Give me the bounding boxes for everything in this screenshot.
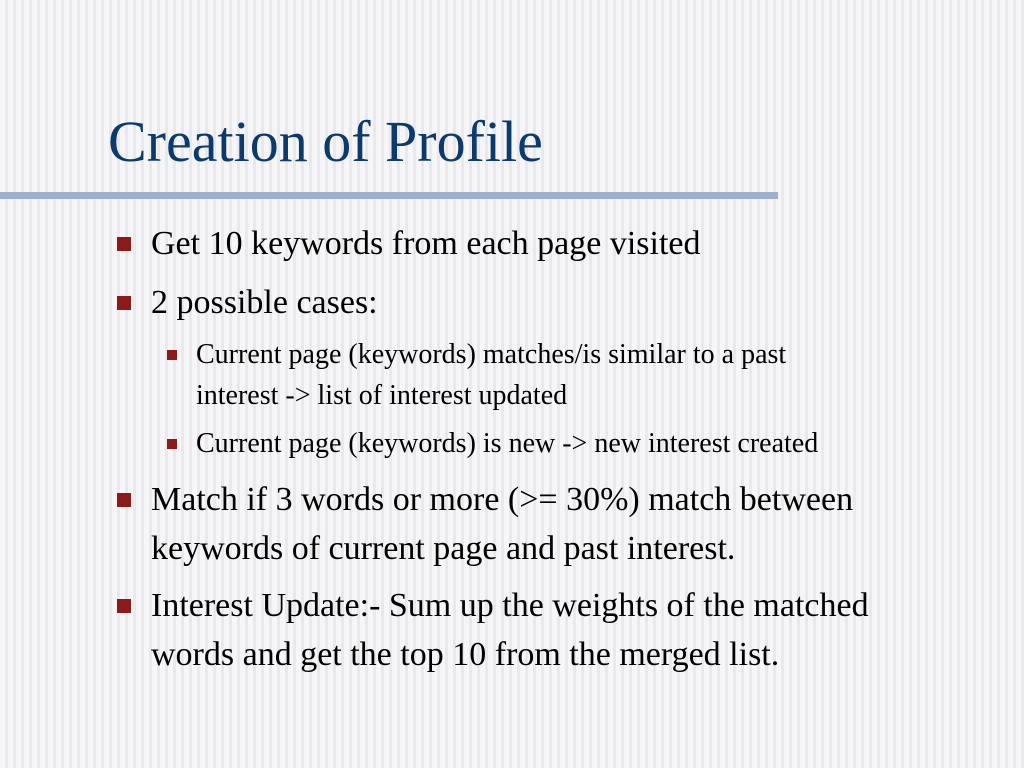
square-bullet-icon: [117, 237, 131, 251]
sub-bullet-item: [196, 334, 786, 416]
sub-bullet-item: [196, 423, 818, 464]
sub-bullet-text-line: Current page (keywords) matches/is similar to a past: [196, 339, 787, 370]
bullet-text: 2 possible cases:: [151, 284, 378, 321]
bullet-text: Get 10 keywords from each page visited: [151, 225, 701, 262]
square-bullet-icon: [167, 350, 177, 360]
square-bullet-icon: [117, 599, 131, 613]
square-bullet-icon: [167, 439, 177, 449]
bullet-text-line: Match if 3 words or more (>= 30%) match between: [151, 481, 854, 518]
bullet-text-line: Interest Update:- Sum up the weights of the matched: [151, 587, 869, 624]
sub-bullet-text: Current page (keywords) is new -> new interest created: [196, 428, 819, 459]
bullet-item: [151, 581, 869, 679]
bullet-item: [151, 219, 701, 268]
slide-title: Creation of Profile: [108, 109, 543, 174]
sub-bullet-text-line: interest -> list of interest updated: [196, 380, 568, 411]
bullet-item: [151, 278, 378, 327]
bullet-item: [151, 475, 853, 573]
bullet-text-line: keywords of current page and past interest.: [151, 530, 736, 567]
square-bullet-icon: [117, 296, 131, 310]
square-bullet-icon: [117, 493, 131, 507]
title-underline: [0, 192, 778, 199]
bullet-text-line: words and get the top 10 from the merged list.: [151, 636, 780, 673]
